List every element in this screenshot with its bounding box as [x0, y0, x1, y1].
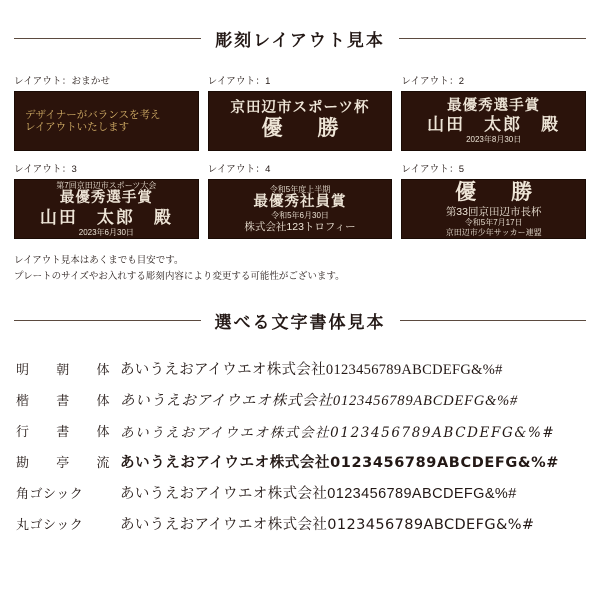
engraving-plate-preview: [14, 179, 199, 239]
layout-sample-caption: レイアウト：2: [401, 76, 465, 87]
font-sample-row: [16, 384, 584, 415]
layout-sample-caption: レイアウト：5: [401, 164, 465, 175]
font-sample-row: [16, 508, 584, 539]
font-sample-row: [16, 446, 584, 477]
plate-text-line: 第7回京田辺市スポーツ大会: [56, 180, 157, 190]
layout-sample-caption: レイアウト：4: [207, 164, 271, 175]
plate-text-line: 山田 太郎 殿: [39, 207, 173, 227]
layout-note-line: レイアウト見本はあくまでも目安です。: [14, 255, 184, 266]
layout-sample-cell: [14, 161, 199, 239]
layout-note-line: プレートのサイズやお入れする彫刻内容により変更する可能性がございます。: [14, 270, 345, 282]
engraving-plate-preview: [208, 91, 393, 151]
heading-rule-left: [14, 320, 201, 321]
font-sample-list: [0, 353, 600, 539]
font-name-label: 楷 書 体: [16, 393, 110, 409]
font-sample-text: あいうえおアイウエオ株式会社0123456789ABCDEFG&%#: [120, 486, 517, 503]
engraving-plate-preview: [208, 179, 393, 239]
engraving-plate-preview: [401, 179, 586, 239]
layout-sample-cell: [401, 73, 586, 151]
plate-text-line: 優 勝: [455, 181, 540, 204]
layout-section-title: 彫刻レイアウト見本: [215, 31, 385, 50]
layout-sample-cell: [208, 161, 393, 239]
font-name-label: 行 書 体: [16, 424, 110, 440]
layout-sample-caption: レイアウト：1: [207, 76, 271, 87]
plate-text-line: デザイナーがバランスを考え: [25, 108, 161, 121]
plate-text-line: 令和5年7月17日: [464, 218, 523, 228]
layout-section-heading: [0, 26, 600, 51]
engraving-plate-preview: [14, 91, 199, 151]
heading-rule-right: [399, 38, 586, 39]
layout-sample-caption: レイアウト：3: [14, 164, 77, 175]
heading-rule-right: [400, 320, 587, 321]
font-name-label: 丸ゴシック: [16, 517, 84, 533]
plate-text-line: 最優秀選手賞: [59, 190, 153, 207]
font-name-label: 勘 亭 流: [16, 455, 110, 471]
plate-text-line: 2023年6月30日: [78, 227, 134, 237]
font-name-label: 明 朝 体: [16, 362, 110, 378]
layout-sample-cell: [401, 161, 586, 239]
font-sample-row: [16, 353, 584, 384]
fonts-section-title: 選べる文字書体見本: [214, 313, 386, 333]
layout-notes: [0, 253, 600, 284]
plate-text-line: 株式会社123トロフィー: [244, 220, 356, 233]
layout-sample-cell: [208, 73, 393, 151]
fonts-section-heading: [0, 308, 600, 333]
font-sample-text: あいうえおアイウエオ株式会社0123456789ABCDEFG&%#: [120, 517, 535, 534]
plate-text-line: 優 勝: [261, 117, 346, 141]
font-sample-text: あいうえおアイウエオ株式会社0123456789ABCDEFG&%#: [120, 424, 556, 441]
plate-text-line: 山田 太郎 殿: [427, 114, 561, 134]
font-sample-text: あいうえおアイウエオ株式会社0123456789ABCDEFG&%#: [120, 362, 503, 379]
font-sample-text: あいうえおアイウエオ株式会社0123456789ABCDEFG&%#: [120, 393, 519, 410]
plate-text-line: 最優秀社員賞: [253, 194, 347, 211]
plate-text-line: 京田辺市スポーツ杯: [230, 100, 370, 117]
plate-text-line: 京田辺市少年サッカー連盟: [445, 227, 542, 237]
plate-text-line: レイアウトいたします: [25, 121, 130, 133]
font-sample-row: [16, 477, 584, 508]
font-sample-row: [16, 415, 584, 446]
plate-text-line: 令和5年度上半期: [269, 184, 331, 194]
font-name-label: 角ゴシック: [16, 486, 84, 502]
heading-rule-left: [14, 38, 201, 39]
engraving-plate-preview: [401, 91, 586, 151]
plate-text-line: 最優秀選手賞: [447, 97, 541, 114]
font-sample-text: あいうえおアイウエオ株式会社0123456789ABCDEFG&%#: [120, 455, 559, 472]
plate-text-line: 令和5年6月30日: [271, 211, 329, 221]
plate-text-line: 2023年8月30日: [466, 134, 522, 144]
layout-sample-caption: レイアウト：おまかせ: [14, 76, 111, 87]
layout-sample-cell: [14, 73, 199, 151]
plate-text-line: 第33回京田辺市長杯: [445, 205, 542, 218]
layout-sample-grid: [0, 73, 600, 239]
